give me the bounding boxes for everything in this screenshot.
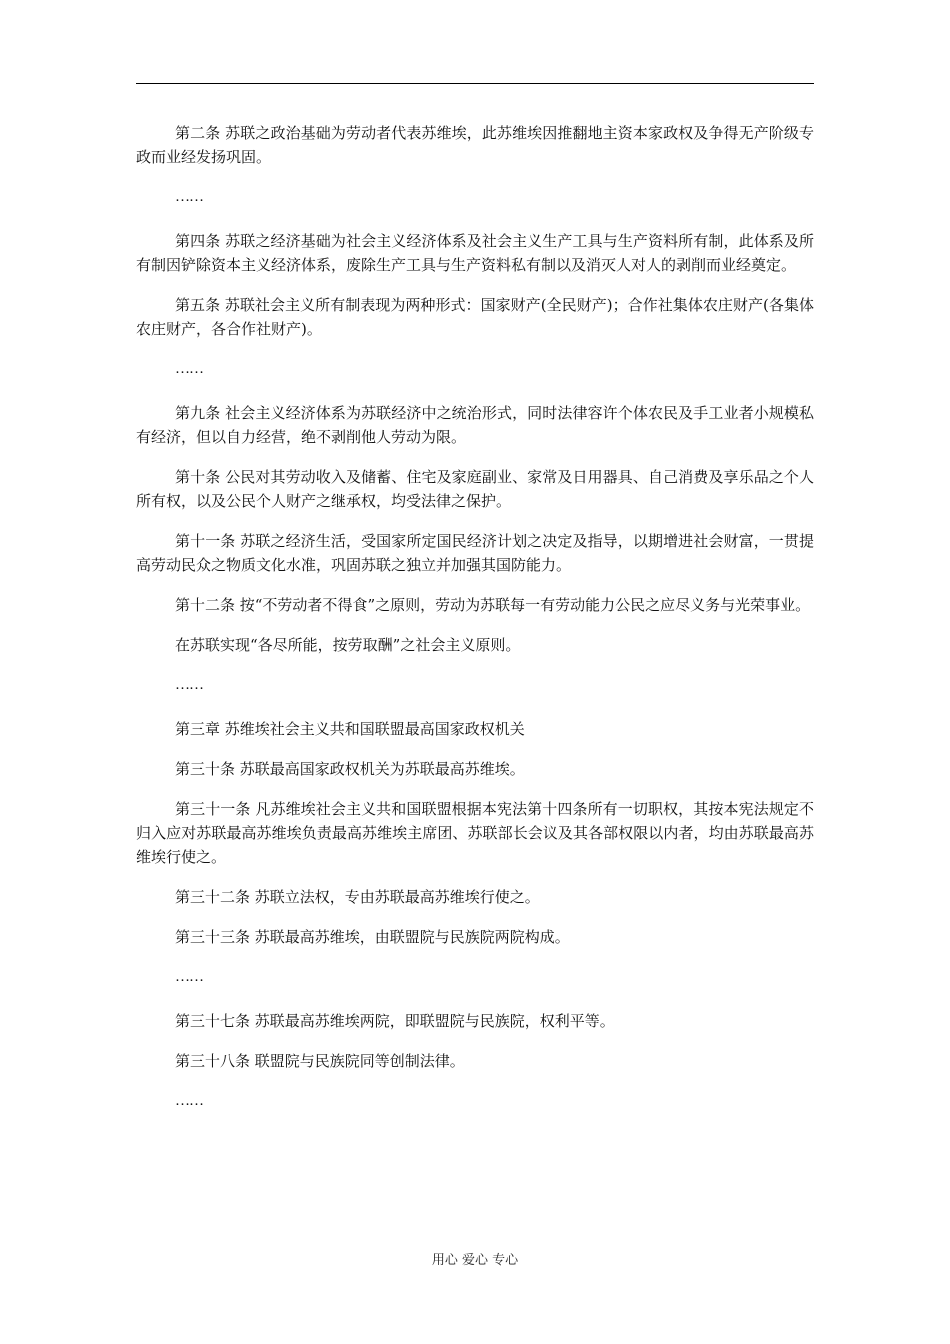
article-38: 第三十八条 联盟院与民族院同等创制法律。 (175, 1052, 465, 1070)
chapter-3-heading: 第三章 苏维埃社会主义共和国联盟最高国家政权机关 (175, 720, 525, 738)
ellipsis: …… (175, 969, 203, 985)
header-rule (136, 83, 814, 84)
page-footer: 用心 爱心 专心 (431, 1253, 519, 1268)
article-37: 第三十七条 苏联最高苏维埃两院，即联盟院与民族院，权利平等。 (175, 1012, 615, 1030)
article-33: 第三十三条 苏联最高苏维埃，由联盟院与民族院两院构成。 (175, 928, 570, 946)
article-30: 第三十条 苏联最高国家政权机关为苏联最高苏维埃。 (175, 760, 525, 778)
article-10: 第十条 公民对其劳动收入及储蓄、住宅及家庭副业、家常及日用器具、自己消费及享乐品之个人所有权，以及公民个人财产之继承权，均受法律之保护。 (136, 468, 814, 510)
article-12: 第十二条 按“不劳动者不得食”之原则，劳动为苏联每一有劳动能力公民之应尽义务与光荣事业。 (175, 596, 811, 614)
ellipsis: …… (175, 677, 203, 693)
document-body (136, 121, 814, 1133)
article-31: 第三十一条 凡苏维埃社会主义共和国联盟根据本宪法第十四条所有一切职权，其按本宪法规定不归入应对苏联最高苏维埃负责最高苏维埃主席团、苏联部长会议及其各部权限以内者，均由苏联最高苏维埃行使之。 (136, 800, 814, 866)
article-2: 第二条 苏联之政治基础为劳动者代表苏维埃，此苏维埃因推翻地主资本家政权及争得无产阶级专政而业经发扬巩固。 (136, 124, 814, 166)
article-4: 第四条 苏联之经济基础为社会主义经济体系及社会主义生产工具与生产资料所有制，此体系及所有制因铲除资本主义经济体系，废除生产工具与生产资料私有制以及消灭人对人的剥削而业经奠定。 (136, 232, 814, 274)
ellipsis: …… (175, 189, 203, 205)
article-12-continued: 在苏联实现“各尽所能，按劳取酬”之社会主义原则。 (175, 636, 521, 654)
ellipsis: …… (175, 1093, 203, 1109)
article-11: 第十一条 苏联之经济生活，受国家所定国民经济计划之决定及指导，以期增进社会财富，一贯提高劳动民众之物质文化水准，巩固苏联之独立并加强其国防能力。 (136, 532, 814, 574)
article-32: 第三十二条 苏联立法权，专由苏联最高苏维埃行使之。 (175, 888, 540, 906)
article-9: 第九条 社会主义经济体系为苏联经济中之统治形式，同时法律容许个体农民及手工业者小规模私有经济，但以自力经营，绝不剥削他人劳动为限。 (136, 404, 814, 446)
article-5: 第五条 苏联社会主义所有制表现为两种形式：国家财产(全民财产)；合作社集体农庄财产(各集体农庄财产，各合作社财产)。 (136, 296, 814, 338)
ellipsis: …… (175, 361, 203, 377)
